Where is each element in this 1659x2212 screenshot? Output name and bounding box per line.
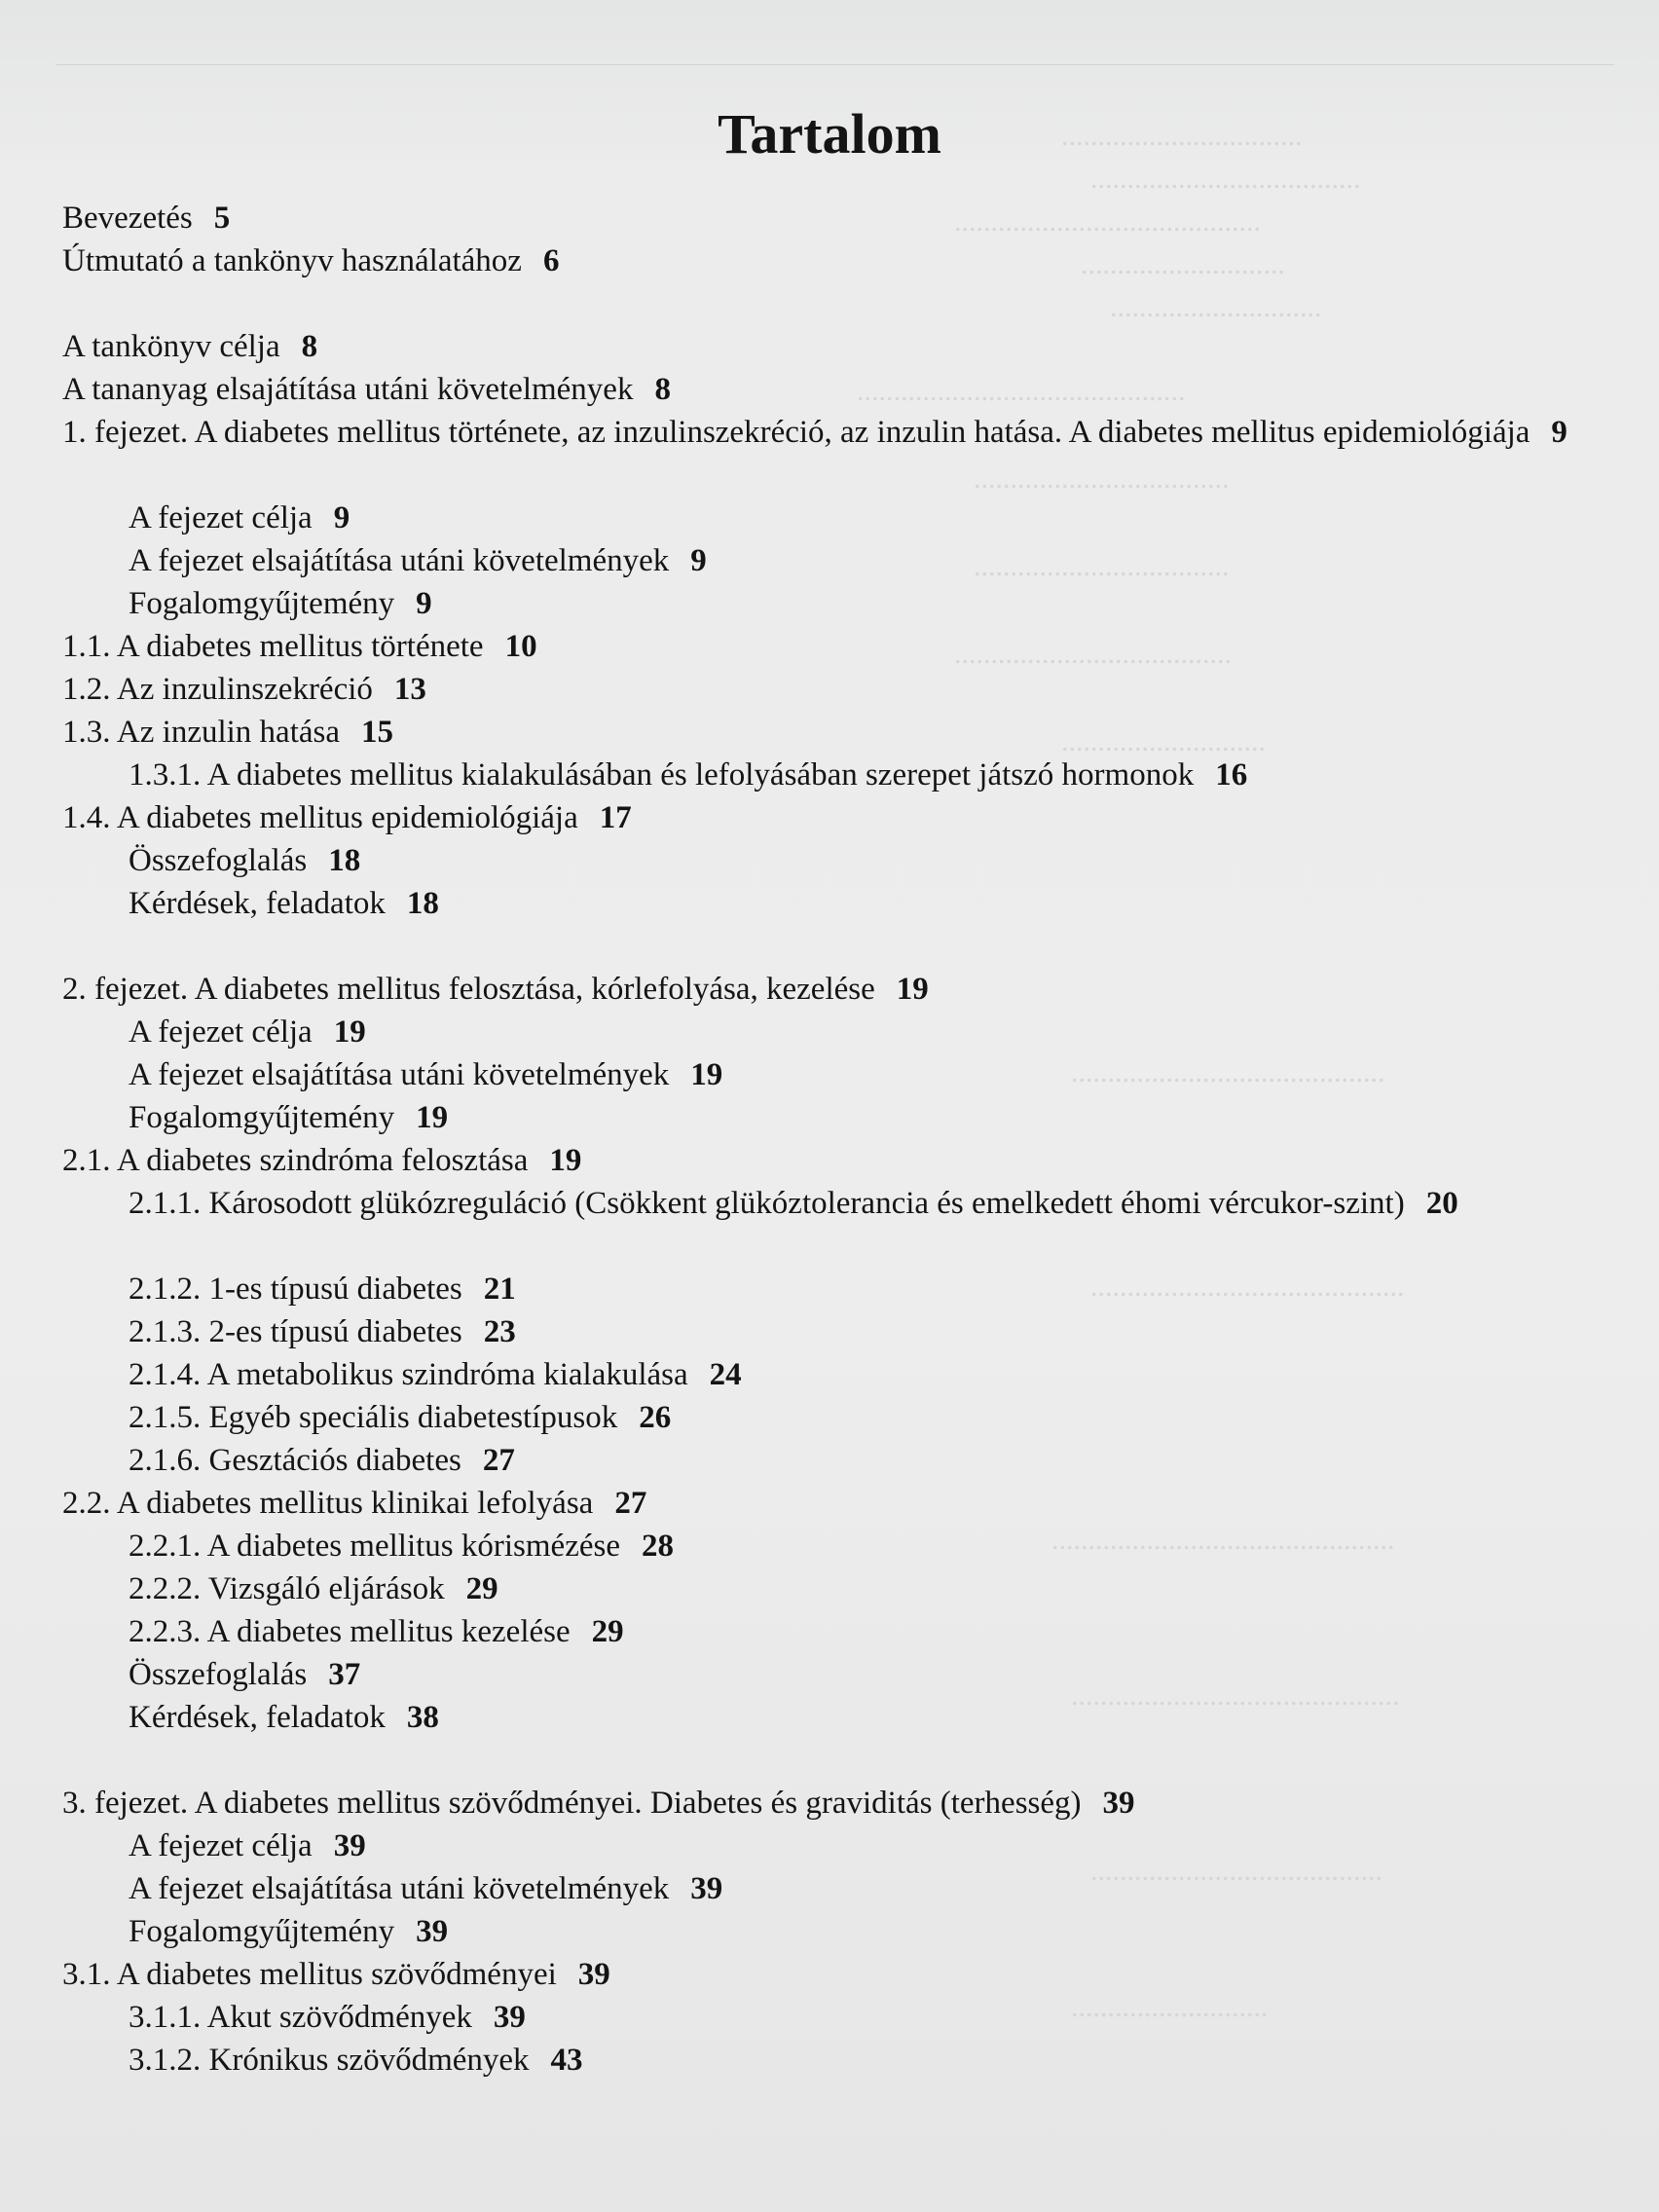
toc-page-number: 18 bbox=[328, 843, 361, 878]
toc-page-number: 27 bbox=[482, 1443, 515, 1478]
toc-entry bbox=[129, 1610, 1591, 1653]
toc-page-number: 19 bbox=[549, 1143, 582, 1178]
toc-page-number: 29 bbox=[465, 1571, 498, 1606]
toc-entry-text: Fogalomgyűjtemény bbox=[129, 586, 395, 621]
toc-entry-text: 2.2.3. A diabetes mellitus kezelése bbox=[129, 1614, 571, 1649]
toc-entry bbox=[129, 1053, 1591, 1096]
toc-entry-text: 3.1.1. Akut szövődmények bbox=[129, 2000, 472, 2035]
toc-entry bbox=[129, 1439, 1591, 1482]
toc-entry-text: 3.1. A diabetes mellitus szövődményei bbox=[62, 1957, 557, 1992]
toc-page-number: 29 bbox=[591, 1614, 624, 1649]
toc-entry bbox=[129, 2039, 1591, 2082]
toc-entry bbox=[129, 582, 1591, 625]
toc-page-number: 27 bbox=[614, 1486, 647, 1521]
toc-entry bbox=[62, 240, 1591, 282]
toc-entry-text: 1. fejezet. A diabetes mellitus története, az inzulinszekréció, az inzulin hatása. A diabetes mellitus epidemiológiája bbox=[62, 415, 1530, 450]
toc-page-number: 9 bbox=[690, 543, 707, 578]
toc-page-number: 39 bbox=[493, 2000, 526, 2035]
toc-page-number: 39 bbox=[577, 1957, 610, 1992]
toc-entry bbox=[129, 1525, 1591, 1567]
page-title: Tartalom bbox=[718, 102, 941, 166]
toc-entry bbox=[62, 625, 1591, 668]
toc-entry-text: 2.1.3. 2-es típusú diabetes bbox=[129, 1314, 462, 1349]
toc-entry bbox=[129, 1096, 1591, 1139]
show-through-running-head bbox=[56, 29, 1614, 65]
toc-entry-text: 1.2. Az inzulinszekréció bbox=[62, 672, 373, 707]
toc-entry-text: Fogalomgyűjtemény bbox=[129, 1914, 395, 1949]
toc-entry-text: Útmutató a tankönyv használatához bbox=[62, 243, 522, 278]
toc-page-number: 10 bbox=[504, 629, 537, 664]
toc-entry-text: 3. fejezet. A diabetes mellitus szövődményei. Diabetes és graviditás (terhesség) bbox=[62, 1786, 1082, 1821]
toc-entry bbox=[129, 1011, 1591, 1053]
toc-page-number: 39 bbox=[333, 1828, 366, 1863]
toc-page-number: 9 bbox=[1551, 415, 1567, 450]
toc-entry-text: 1.1. A diabetes mellitus története bbox=[62, 629, 484, 664]
toc-page-number: 38 bbox=[406, 1700, 439, 1735]
toc-entry bbox=[129, 497, 1591, 539]
toc-entry-text: Bevezetés bbox=[62, 201, 193, 236]
toc-entry-text: A fejezet célja bbox=[129, 1014, 313, 1050]
toc-entry bbox=[62, 1139, 1591, 1182]
toc-entry-text: 2.1. A diabetes szindróma felosztása bbox=[62, 1143, 529, 1178]
toc-entry bbox=[129, 1696, 1591, 1739]
toc-page-number: 19 bbox=[333, 1014, 366, 1050]
toc-entry bbox=[129, 882, 1591, 925]
toc-entry bbox=[129, 1910, 1591, 1953]
toc-entry-text: 2. fejezet. A diabetes mellitus felosztása, kórlefolyása, kezelése bbox=[62, 972, 875, 1007]
toc-entry bbox=[129, 1268, 1591, 1310]
toc-page-number: 19 bbox=[416, 1100, 449, 1135]
toc-page-number: 9 bbox=[416, 586, 432, 621]
toc-page-number: 17 bbox=[599, 800, 632, 835]
toc-entry bbox=[129, 754, 1591, 796]
toc-entry bbox=[129, 1653, 1591, 1696]
toc-page-number: 21 bbox=[483, 1272, 516, 1307]
toc-entry bbox=[129, 1996, 1591, 2039]
toc-page-number: 20 bbox=[1425, 1186, 1458, 1221]
toc-entry bbox=[129, 1310, 1591, 1353]
toc-page-number: 28 bbox=[642, 1529, 674, 1564]
toc-entry bbox=[62, 1953, 1591, 1996]
toc-page-number: 8 bbox=[301, 329, 318, 364]
toc-page-number: 37 bbox=[328, 1657, 361, 1692]
toc-entry-text: 2.1.1. Károsodott glükózreguláció (Csökkent glükóztolerancia és emelkedett éhomi vércukor-szint) bbox=[129, 1186, 1405, 1221]
toc-entry-text: 2.1.4. A metabolikus szindróma kialakulása bbox=[129, 1357, 688, 1392]
toc-chapter-entry bbox=[62, 968, 1591, 1011]
toc-page-number: 43 bbox=[550, 2043, 583, 2078]
toc-page-number: 39 bbox=[1102, 1786, 1135, 1821]
toc-page-number: 26 bbox=[639, 1400, 672, 1435]
toc-entry-text: 2.1.5. Egyéb speciális diabetestípusok bbox=[129, 1400, 618, 1435]
toc-entry bbox=[62, 325, 1591, 368]
toc-page-number: 39 bbox=[690, 1871, 723, 1906]
toc-page-number: 39 bbox=[416, 1914, 449, 1949]
toc-entry bbox=[129, 1825, 1591, 1867]
toc-entry-text: A fejezet elsajátítása utáni követelmények bbox=[129, 543, 670, 578]
toc-entry bbox=[62, 711, 1591, 754]
toc-entry-text: A fejezet elsajátítása utáni követelmények bbox=[129, 1871, 670, 1906]
toc-entry-text: A fejezet elsajátítása utáni követelmények bbox=[129, 1057, 670, 1092]
toc-entry bbox=[129, 1353, 1591, 1396]
toc-page-number: 19 bbox=[896, 972, 929, 1007]
toc-page-number: 8 bbox=[654, 372, 671, 407]
toc-entry bbox=[129, 1182, 1591, 1225]
toc-page-number: 23 bbox=[483, 1314, 516, 1349]
toc-page-number: 24 bbox=[709, 1357, 742, 1392]
toc-chapter-entry bbox=[62, 1782, 1591, 1825]
toc-page-number: 13 bbox=[393, 672, 426, 707]
book-page: ................................. ..................................... .......................................... ............................ ............................. ............................................. ................................... ................................... ...................................... ............................ ........................................... ........................................... ............................................... ............................................. ........................................ ........................... Tartalom Bevezetés 5 Útmutató a tankönyv használatához 6 A tankönyv célja 8 A tananyag elsajátítása utáni követelmények 8 1. fejezet. A diabetes mellitus története, az inzulinszekréció, az inzulin hatása. A diabetes mellitus epidemiológiája 9 A fejezet célja 9 A fejezet elsajátítása utáni követelmények 9 Fogalomgyűjtemény 9 1.1. A diabetes mellitus története 10 1.2. Az inzulinszekréció 13 1.3. Az inzulin hatása 15 1.3.1. A diabetes mellitus kialakulásában és lefolyásában szerepet játszó hormonok 16 1.4. A diabetes mellitus epidemiológiája 17 Összefoglalás 18 Kérdések, feladatok 18 2. fejezet. A diabetes mellitus felosztása, kórlefolyása, kezelése 19 A fejezet célja 19 A fejezet elsajátítása utáni követelmények 19 Fogalomgyűjtemény 19 2.1. A diabetes szindróma felosztása 19 2.1.1. Károsodott glükózreguláció (Csökkent glükóztolerancia és emelkedett éhomi vércukor-szint) 20 2.1.2. 1-es típusú diabetes 21 2.1.3. 2-es típusú diabetes 23 2.1.4. A metabolikus szindróma kialakulása 24 2.1.5. Egyéb speciális diabetestípusok 26 2.1.6. Gesztációs diabetes 27 2.2. A diabetes mellitus klinikai lefolyása 27 2.2.1. A diabetes mellitus kórismézése 28 2.2.2. Vizsgáló eljárások 29 2.2.3. A diabetes mellitus kezelése 29 Összefoglalás 37 Kérdések, feladatok 38 3. fejezet. A diabetes mellitus szövődményei. Diabetes és graviditás (terhesség) 39 A fejezet célja 39 A fejezet elsajátítása utáni követelmények 39 Fogalomgyűjtemény 39 3.1. A diabetes mellitus szövődményei 39 3.1.1. Akut szövődmények 39 3.1.2. Krónikus szövődmények 43 bbox=[0, 0, 1659, 2212]
toc-entry-text: 2.1.6. Gesztációs diabetes bbox=[129, 1443, 461, 1478]
toc-chapter-entry bbox=[62, 411, 1591, 454]
toc-entry bbox=[129, 1867, 1591, 1910]
toc-entry-text: Kérdések, feladatok bbox=[129, 886, 386, 921]
toc-entry-text: A tananyag elsajátítása utáni követelmények bbox=[62, 372, 634, 407]
toc-page-number: 18 bbox=[406, 886, 439, 921]
toc-entry-text: 1.3. Az inzulin hatása bbox=[62, 715, 341, 750]
toc-entry-text: A tankönyv célja bbox=[62, 329, 280, 364]
toc-entry bbox=[129, 1396, 1591, 1439]
toc-entry bbox=[62, 796, 1591, 839]
toc-entry-text: Összefoglalás bbox=[129, 843, 308, 878]
toc-entry-text: 1.3.1. A diabetes mellitus kialakulásában és lefolyásában szerepet játszó hormonok bbox=[129, 757, 1195, 793]
toc-page-number: 5 bbox=[213, 201, 231, 236]
toc-entry bbox=[62, 668, 1591, 711]
toc-entry-text: Fogalomgyűjtemény bbox=[129, 1100, 395, 1135]
toc-entry bbox=[62, 1482, 1591, 1525]
toc-entry-text: Összefoglalás bbox=[129, 1657, 308, 1692]
toc-entry bbox=[62, 368, 1591, 411]
toc-entry-text: A fejezet célja bbox=[129, 1828, 313, 1863]
toc-entry bbox=[129, 839, 1591, 882]
toc-page-number: 6 bbox=[542, 243, 560, 278]
toc-entry-text: 1.4. A diabetes mellitus epidemiológiája bbox=[62, 800, 578, 835]
toc-entry bbox=[129, 539, 1591, 582]
toc-entry-text: 2.1.2. 1-es típusú diabetes bbox=[129, 1272, 462, 1307]
toc-page-number: 9 bbox=[333, 500, 350, 535]
toc-page-number: 16 bbox=[1215, 757, 1248, 793]
toc-entry-text: 2.2.1. A diabetes mellitus kórismézése bbox=[129, 1529, 620, 1564]
toc-entry-text: A fejezet célja bbox=[129, 500, 313, 535]
toc-entry-text: 3.1.2. Krónikus szövődmények bbox=[129, 2043, 530, 2078]
toc-page-number: 19 bbox=[690, 1057, 723, 1092]
toc-entry-text: 2.2.2. Vizsgáló eljárások bbox=[129, 1571, 445, 1606]
toc-entry-text: 2.2. A diabetes mellitus klinikai lefolyása bbox=[62, 1486, 594, 1521]
toc-entry bbox=[62, 197, 1591, 240]
toc-entry-text: Kérdések, feladatok bbox=[129, 1700, 386, 1735]
toc-page-number: 15 bbox=[361, 715, 394, 750]
toc-entry bbox=[129, 1567, 1591, 1610]
